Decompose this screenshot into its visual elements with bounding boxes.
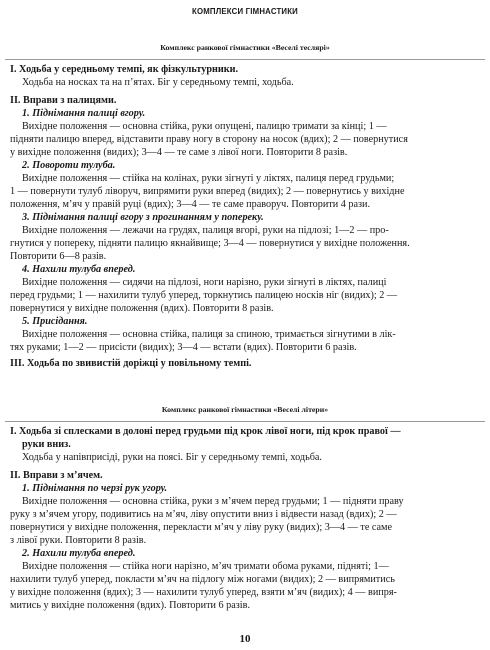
section-1-heading: I. Ходьба у середньому темпі, як фізкультурники. xyxy=(10,64,239,75)
exercise-1-line: Вихідне положення — основна стійка, руки з м’ячем перед грудьми; 1 — підняти праву xyxy=(22,496,404,507)
section-1-text: Ходьба у напівприсіді, руки на поясі. Біг у середньому темпі, ходьба. xyxy=(22,452,322,463)
exercise-4-line: Вихідне положення — сидячи на підлозі, ноги нарізно, руки зігнуті в ліктях, палиці xyxy=(22,277,387,288)
exercise-1-line: у вихідне положення (видих); 3—4 — те саме з лівої ноги. Повторити 8 разів. xyxy=(10,147,348,158)
exercise-1-line: з лівої руки. Повторити 8 разів. xyxy=(10,535,147,546)
exercise-1-line: руку з м’ячем угору, подивитись на м’яч, ліву опустити вниз і відвести назад (вдих); 2 — xyxy=(10,509,397,520)
exercise-3-title: 3. Піднімання палиці вгору з прогинанням у попереку. xyxy=(22,212,264,223)
exercise-4-title: 4. Нахили тулуба вперед. xyxy=(22,264,136,275)
divider-line xyxy=(5,421,485,422)
section-2-heading: II. Вправи з палицями. xyxy=(10,95,117,106)
section-1-text: Ходьба на носках та на п’ятах. Біг у середньому темпі, ходьба. xyxy=(22,77,294,88)
exercise-2-line: митись у вихідне положення (вдих). Повторити 6 разів. xyxy=(10,600,250,611)
exercise-3-line: Повторити 6—8 разів. xyxy=(10,251,107,262)
exercise-2-line: Вихідне положення — стійка на колінах, руки зігнуті у ліктях, палиця перед грудьми; xyxy=(22,173,395,184)
exercise-1-line: повернутися у вихідне положення, перекласти м’яч у ліву руку (видих); 3—4 — те саме xyxy=(10,522,393,533)
section-2-heading: II. Вправи з м’ячем. xyxy=(10,470,103,481)
page-number: 10 xyxy=(239,633,251,645)
exercise-2-line: 1 — повернути тулуб ліворуч, випрямити руки вперед (видих); 2 — повернутись у вихідне xyxy=(10,186,405,197)
page-title: КОМПЛЕКСИ ГІМНАСТИКИ xyxy=(192,7,298,16)
exercise-2-line: положення, м’яч у правій руці (вдих); 3—4 — те саме праворуч. Повторити 4 рази. xyxy=(10,199,371,210)
exercise-2-title: 2. Повороти тулуба. xyxy=(22,160,116,171)
exercise-5-line: тях руками; 1—2 — присісти (видих); 3—4 — встати (вдих). Повторити 6 разів. xyxy=(10,342,357,353)
divider-line xyxy=(5,59,485,60)
exercise-3-line: гнутися у попереку, підняти палицю якнайвище; 3—4 — повернутися у вихідне положення. xyxy=(10,238,410,249)
exercise-1-line: підняти палицю вперед, відставити праву ногу в сторону на носок (вдих); 2 — повернутися xyxy=(10,134,408,145)
complex-1-title: Комплекс ранкової гімнастики «Веселі теслярі» xyxy=(160,43,330,52)
exercise-1-title: 1. Піднімання по черзі рук угору. xyxy=(22,483,168,494)
complex-2-title: Комплекс ранкової гімнастики «Веселі літери» xyxy=(161,405,329,414)
exercise-4-line: повернутися у вихідне положення (вдих). Повторити 8 разів. xyxy=(10,303,274,314)
exercise-5-title: 5. Присідання. xyxy=(22,316,88,327)
exercise-2-line: нахилити тулуб уперед, покласти м’яч на підлогу між ногами (видих); 2 — випрямитись xyxy=(10,574,395,585)
section-1-heading: I. Ходьба зі сплесками в долоні перед грудьми під крок лівої ноги, під крок правої — xyxy=(10,426,401,437)
exercise-1-line: Вихідне положення — основна стійка, руки опущені, палицю тримати за кінці; 1 — xyxy=(22,121,387,132)
exercise-2-line: Вихідне положення — стійка ноги нарізно, м’яч тримати обома руками, підняті; 1— xyxy=(22,561,389,572)
exercise-3-line: Вихідне положення — лежачи на грудях, палиця вгорі, руки на підлозі; 1—2 — про- xyxy=(22,225,389,236)
exercise-2-line: у вихідне положення (вдих); 3 — нахилити тулуб уперед, взяти м’яч (видих); 4 — випря- xyxy=(10,587,397,598)
exercise-4-line: перед грудьми; 1 — нахилити тулуб уперед, торкнутись палицею носків ніг (видих); 2 — xyxy=(10,290,398,301)
section-1-heading-continued: руки вниз. xyxy=(22,439,71,450)
exercise-5-line: Вихідне положення — основна стійка, палиця за спиною, тримається зігнутими в лік- xyxy=(22,329,396,340)
exercise-2-title: 2. Нахили тулуба вперед. xyxy=(22,548,136,559)
section-3-heading: III. Ходьба по звивистій доріжці у повільному темпі. xyxy=(10,358,252,369)
exercise-1-title: 1. Піднімання палиці вгору. xyxy=(22,108,146,119)
